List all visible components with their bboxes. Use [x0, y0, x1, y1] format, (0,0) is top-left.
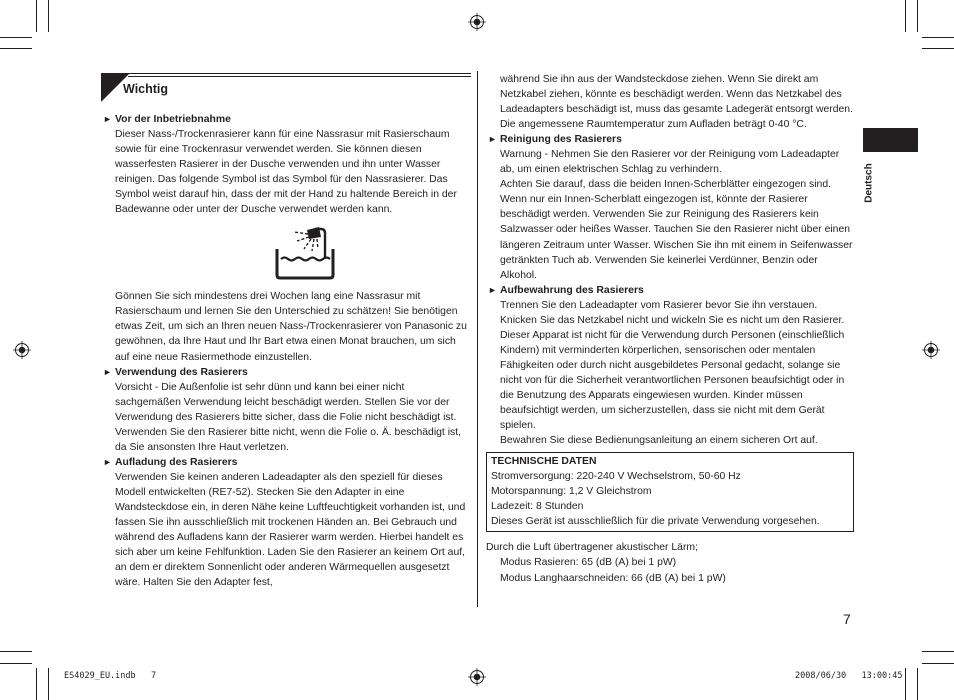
noise-info: [486, 540, 854, 585]
technical-data-title: TECHNISCHE DATEN: [491, 456, 597, 468]
section-heading: [101, 73, 471, 102]
column-divider: [477, 71, 478, 607]
page-number: 7: [843, 611, 851, 627]
section-text: Warnung - Nehmen Sie den Rasierer vor der Reinigung vom Ladeadapter ab, um einen elektrischen Schlag zu verhindern.: [500, 149, 840, 176]
crop-mark: [36, 668, 37, 700]
arrow-icon: ►: [488, 284, 497, 295]
registration-mark-icon: [13, 341, 31, 359]
noise-line: Modus Rasieren: 65 (dB (A) bei 1 pW): [500, 557, 677, 569]
section-text: Die angemessene Raumtemperatur zum Aufladen beträgt 0-40 °C.: [500, 119, 807, 131]
heading-rule: [128, 73, 471, 74]
arrow-icon: ►: [103, 114, 112, 124]
technical-data-line: Stromversorgung: 220-240 V Wechselstrom, 50-60 Hz: [491, 471, 741, 483]
section-text: Achten Sie darauf, dass die beiden Innen-Scherblätter eingezogen sind. Wenn nur ein Innen-Scherblatt eingezogen ist, könnte der Rasierer beschädigt werden. Verwenden Sie zur Reinigung des Rasierers kein Salzwasser oder heißes Wasser. Tauchen Sie den Rasierer nicht über einen längeren Zeitraum unter Wasser. Wischen Sie ihn mit einem in Seifenwasser getränkten Tuch ab. Verwenden Sie keinerlei Verdünner, Benzin oder Alkohol.: [500, 179, 853, 281]
technical-data-line: Motorspannung: 1,2 V Gleichstrom: [491, 486, 652, 498]
section-text: Vorsicht - Die Außenfolie ist sehr dünn und kann bei einer nicht sachgemäßen Verwendung leicht beschädigt werden. Stellen Sie vor der Verwendung des Rasierers bitte sicher, dass die Folie nicht beschädigt ist. Verwenden Sie den Rasierer bitte nicht, wenn die Folie o. Ä. beschädigt ist, da Sie ansonsten Ihre Haut verletzen.: [115, 381, 461, 453]
section-cleaning: [486, 132, 854, 282]
right-column: [486, 72, 854, 586]
section-text: während Sie ihn aus der Wandsteckdose ziehen. Wenn Sie direkt am Netzkabel ziehen, könnte es beschädigt werden. Wenn das Netzkabel des Ladeadapters beschädigt ist, muss das gesamte Ladegerät entsorgt werden.: [500, 74, 853, 116]
language-tab-label: [858, 158, 880, 208]
section-text: Bewahren Sie diese Bedienungsanleitung an einem sicheren Ort auf.: [500, 435, 818, 447]
heading-rule: [128, 76, 471, 77]
crop-mark: [922, 37, 954, 38]
crop-mark: [905, 0, 906, 32]
section-charging: [101, 455, 471, 590]
crop-mark: [922, 48, 954, 49]
crop-mark: [922, 651, 954, 652]
registration-mark-icon: [468, 668, 486, 686]
registration-mark-icon: [468, 13, 486, 31]
crop-mark: [917, 668, 918, 700]
crop-mark: [0, 37, 32, 38]
registration-mark-icon: [922, 341, 940, 359]
crop-mark: [0, 48, 32, 49]
section-charging-continued: [486, 72, 854, 132]
section-usage: [101, 365, 471, 455]
language-tab-text: Deutsch: [863, 163, 875, 203]
section-before-use: [101, 112, 471, 365]
section-title: Aufbewahrung des Rasierers: [500, 284, 644, 296]
section-storage: [486, 283, 854, 449]
noise-intro: Durch die Luft übertragener akustischer Lärm;: [486, 542, 698, 554]
crop-mark: [922, 663, 954, 664]
crop-mark: [917, 0, 918, 32]
footer-timestamp: 2008/06/30 13:00:45: [795, 671, 903, 681]
crop-mark: [905, 668, 906, 700]
crop-mark: [0, 663, 32, 664]
section-text: Dieser Nass-/Trockenrasierer kann für eine Nassrasur mit Rasierschaum sowie für eine Trockenrasur verwendet werden. Sie können diesen wasserfesten Rasierer in der Dusche verwenden und ihn unter Wasser reinigen. Das folgende Symbol ist das Symbol für den Nassrasierer. Das Symbol weist darauf hin, dass der mit der Hand zu haltende Bereich in der Badewanne oder unter der Dusche verwendet werden kann.: [115, 129, 457, 216]
technical-data-line: Ladezeit: 8 Stunden: [491, 501, 584, 513]
arrow-icon: ►: [103, 366, 112, 377]
noise-line: Modus Langhaarschneiden: 66 (dB (A) bei 1 pW): [500, 572, 726, 584]
section-title: Verwendung des Rasierers: [115, 366, 248, 378]
technical-data-box: [486, 452, 854, 532]
crop-mark: [36, 0, 37, 32]
section-title: Reinigung des Rasierers: [500, 134, 622, 146]
shower-bath-icon: [275, 227, 335, 280]
section-text: Trennen Sie den Ladeadapter vom Rasierer bevor Sie ihn verstauen. Knicken Sie das Netzkabel nicht und wickeln Sie es nicht um den Rasierer. Dieser Apparat ist nicht für die Verwendung durch Personen (einschließlich Kindern) mit verminderten körperlichen, sensorischen oder mentalen Fähigkeiten oder durch nicht ausgebildetes Personal gedacht, solange sie nicht von für die Sicherheit verantwortlichen Personen beaufsichtigt oder in die Benutzung des Apparats eingewiesen wurden. Kinder müssen beaufsichtigt werden, um sicherzustellen, dass sie nicht mit dem Gerät spielen.: [500, 299, 845, 432]
footer-file-info: ES4029_EU.indb 7: [64, 671, 157, 681]
technical-data-line: Dieses Gerät ist ausschließlich für die private Verwendung vorgesehen.: [491, 516, 820, 528]
crop-mark: [0, 651, 32, 652]
section-title: Aufladung des Rasierers: [115, 456, 238, 468]
section-title: Vor der Inbetriebnahme: [115, 114, 231, 125]
arrow-icon: ►: [103, 456, 112, 467]
left-column: [101, 73, 471, 590]
crop-mark: [48, 0, 49, 32]
section-text: Gönnen Sie sich mindestens drei Wochen lang eine Nassrasur mit Rasierschaum und lernen Sie den Unterschied zu schätzen! Sie benötigen etwas Zeit, um sich an Ihren neuen Nass-/Trockenrasierer von Panasonic zu gewöhnen, da Ihre Haut und Ihr Bart etwa einen Monat brauchen, um sich auf eine neue Rasiermethode einzustellen.: [115, 291, 467, 363]
crop-mark: [48, 668, 49, 700]
section-text: Verwenden Sie keinen anderen Ladeadapter als den speziell für dieses Modell entwickelten (RE7-52). Stecken Sie den Adapter in eine Wandsteckdose ein, in deren Nähe keine Luftfeuchtigkeit vorhanden ist, und fassen Sie ihn ausschließlich mit trockenen Händen an. Bei Gebrauch und während des Aufladens kann der Rasierer warm werden. Hierbei handelt es sich aber um keine Fehlfunktion. Laden Sie den Rasierer an keinem Ort auf, an dem er direktem Sonnenlicht oder anderen Wärmequellen ausgesetzt wäre. Halten Sie den Adapter fest,: [115, 471, 466, 589]
heading-title: Wichtig: [123, 82, 169, 96]
language-tab-marker: [863, 128, 918, 152]
arrow-icon: ►: [488, 134, 497, 145]
